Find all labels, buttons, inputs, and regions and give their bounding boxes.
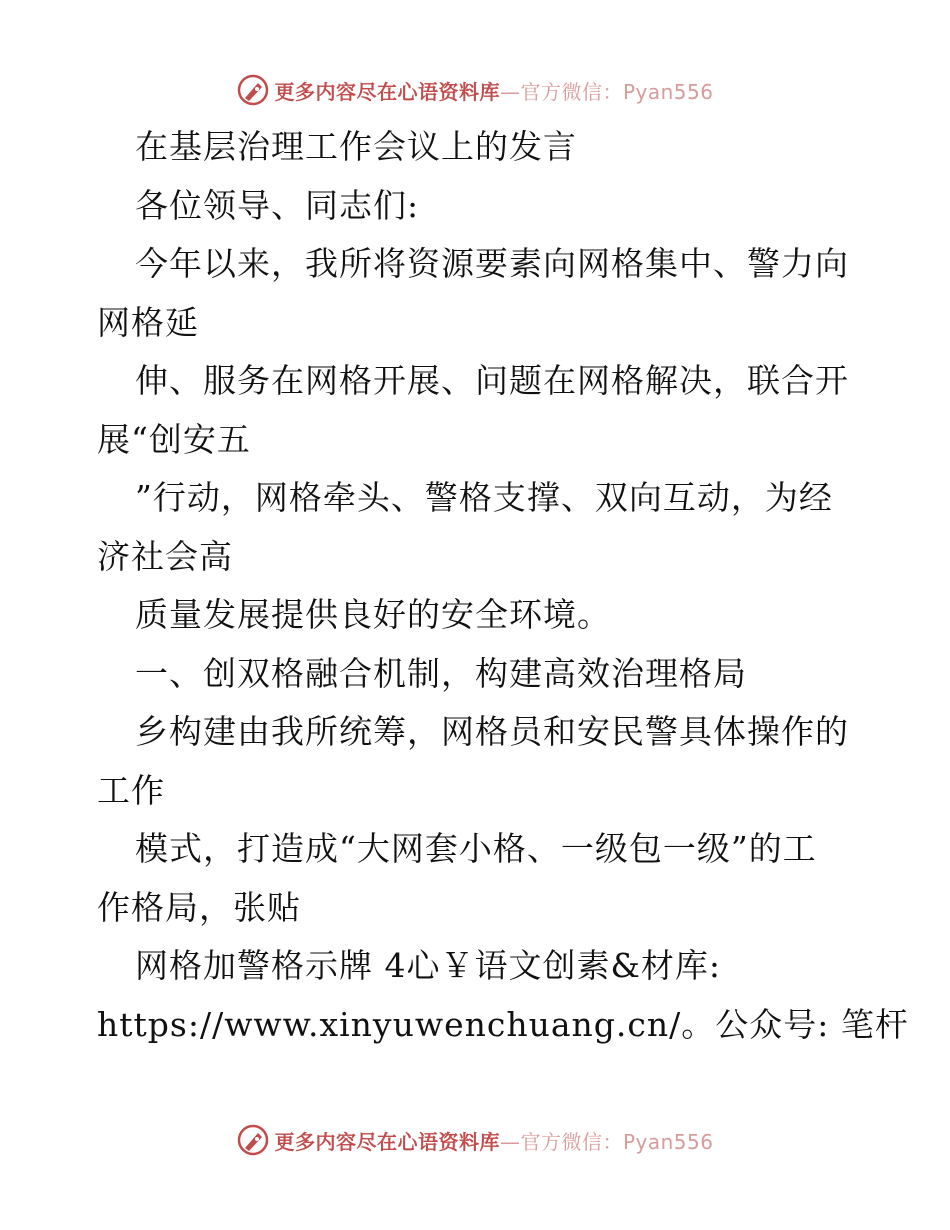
url-line: https://www.xinyuwenchuang.cn/。公众号: 笔杆 [97, 1004, 909, 1044]
watermark-highlight: 更多内容尽在心语资料库 [274, 79, 500, 104]
paragraph-line: 伸、服务在网格开展、问题在网格解决，联合开 [135, 361, 849, 400]
watermark-banner-bottom [0, 1120, 950, 1160]
paragraph-line: 网格加警格示牌 4心￥语文创素&材库: [135, 946, 721, 985]
paragraph-line: 今年以来，我所将资源要素向网格集中、警力向 [135, 244, 849, 283]
watermark-highlight: 更多内容尽在心语资料库 [274, 1129, 500, 1154]
watermark-banner-top [0, 70, 950, 110]
pen-nib-circle-icon [236, 73, 270, 107]
watermark-contact: —官方微信：Pyan556 [499, 79, 714, 104]
paragraph-line: 济社会高 [97, 536, 233, 576]
paragraph-line: 展“创安五 [97, 419, 251, 459]
watermark-contact: —官方微信：Pyan556 [499, 1129, 714, 1154]
document-title: 在基层治理工作会议上的发言 [135, 127, 577, 166]
paragraph-line: ”行动，网格牵头、警格支撑、双向互动，为经 [135, 478, 833, 517]
document-body [97, 118, 909, 1054]
paragraph-line: 网格延 [97, 302, 199, 342]
pen-nib-circle-icon [236, 1123, 270, 1157]
paragraph-line: 质量发展提供良好的安全环境。 [135, 595, 611, 634]
watermark-text [274, 1126, 713, 1155]
paragraph-line: 乡构建由我所统筹，网格员和安民警具体操作的 [135, 712, 849, 751]
watermark-text [274, 76, 713, 105]
section-heading: 一、创双格融合机制，构建高效治理格局 [135, 653, 747, 693]
salutation: 各位领导、同志们: [135, 185, 420, 225]
paragraph-line: 工作 [97, 770, 165, 810]
paragraph-line: 作格局，张贴 [97, 887, 301, 927]
paragraph-line: 模式，打造成“大网套小格、一级包一级”的工 [135, 829, 817, 868]
